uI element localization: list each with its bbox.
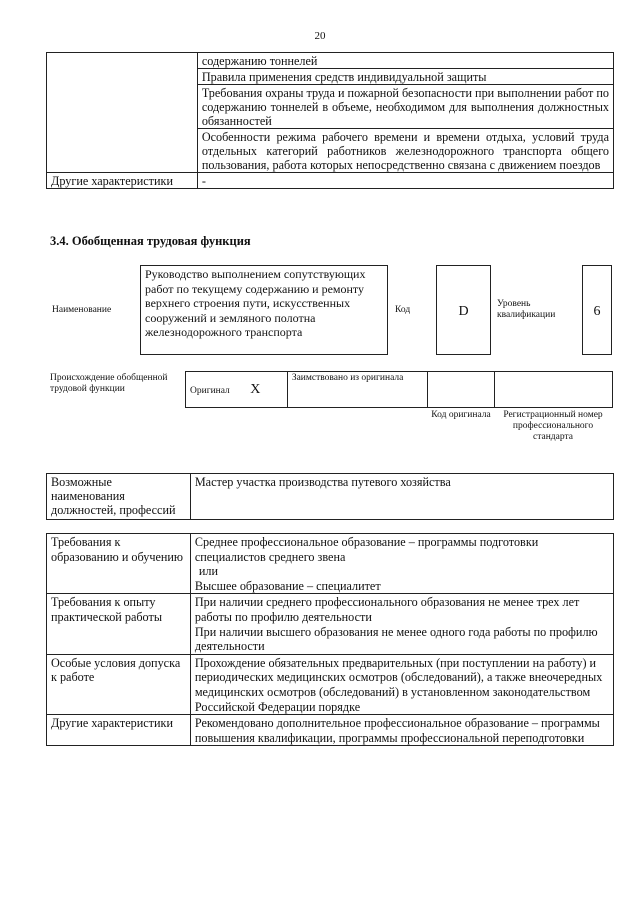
page-number: 20 xyxy=(314,30,326,42)
name-label: Наименование xyxy=(52,305,112,315)
table-row xyxy=(47,173,614,189)
requirement-value xyxy=(190,654,613,714)
level-value: 6 xyxy=(593,304,601,319)
original-mark: X xyxy=(250,381,261,397)
requirement-line: Высшее образование – специалитет xyxy=(194,578,381,593)
code-box xyxy=(436,265,491,355)
table-row xyxy=(47,53,614,69)
requirement-value xyxy=(190,594,613,654)
requirement-line: При наличии среднего профессионального образования не менее трех лет работы по профилю деятельности xyxy=(194,595,580,624)
positions-table xyxy=(46,473,614,520)
requirement-label: Другие характеристики xyxy=(47,715,191,746)
table-row xyxy=(47,715,614,746)
table-row xyxy=(47,534,614,594)
function-name-box xyxy=(140,265,388,355)
section-title: 3.4. Обобщенная трудовая функция xyxy=(50,234,251,248)
level-label: Уровень квалификации xyxy=(497,299,556,320)
requirement-line: Среднее профессиональное образование – программы подготовки специалистов среднего звена xyxy=(194,535,539,564)
registration-cell xyxy=(495,372,613,408)
table-cell-label xyxy=(47,53,198,173)
registration-caption: Регистрационный номер профессионального стандарта xyxy=(503,410,603,442)
table-cell-value: содержанию тоннелей xyxy=(197,53,613,69)
requirement-label: Требования к образованию и обучению xyxy=(47,534,191,594)
table-cell-label: Другие характеристики xyxy=(47,173,198,189)
requirement-value xyxy=(190,534,613,594)
table-cell-value: Правила применения средств индивидуальной защиты xyxy=(197,69,613,85)
origin-table xyxy=(185,371,613,408)
positions-value: Мастер участка производства путевого хозяйства xyxy=(190,474,613,520)
table-row xyxy=(47,654,614,714)
requirement-line: Рекомендовано дополнительное профессиональное образование – программы повышения квалификации, программы профессиональной переподготовки xyxy=(194,716,600,745)
table-cell-value: - xyxy=(197,173,613,189)
level-box xyxy=(582,265,612,355)
code-label: Код xyxy=(395,305,411,315)
requirements-table xyxy=(46,533,614,746)
table-row xyxy=(186,372,613,408)
code-original-caption: Код оригинала xyxy=(431,410,491,420)
table-cell-value: Требования охраны труда и пожарной безопасности при выполнении работ по содержанию тоннелей в объеме, необходимом для выполнения должностных обязанностей xyxy=(197,85,613,129)
code-value: D xyxy=(458,304,469,319)
original-cell xyxy=(186,372,288,408)
function-name: Руководство выполнением сопутствующих работ по текущему содержанию и ремонту верхнего строения пути, искусственных сооружений и земляного полотна железнодорожного транспорта xyxy=(145,267,366,339)
requirement-line: Прохождение обязательных предварительных (при поступлении на работу) и периодических медицинских осмотров (обследований), а также внеочередных медицинских осмотров (обследований) в установленном законодательством Российской Федерации порядке xyxy=(194,655,603,714)
top-characteristics-table xyxy=(46,52,614,189)
positions-label: Возможные наименования должностей, профессий xyxy=(47,474,191,520)
table-row xyxy=(47,594,614,654)
table-row xyxy=(47,474,614,520)
requirement-label: Требования к опыту практической работы xyxy=(47,594,191,654)
requirement-value xyxy=(190,715,613,746)
requirement-line: При наличии высшего образования не менее одного года работы по профилю деятельности xyxy=(194,624,598,654)
original-label: Оригинал xyxy=(190,385,230,396)
code-original-cell xyxy=(427,372,495,408)
borrowed-cell: Заимствовано из оригинала xyxy=(287,372,427,408)
table-cell-value: Особенности режима рабочего времени и времени отдыха, условий труда отдельных категорий работников железнодорожного транспорта общего пользования, работа которых непосредственно связана с движением поездов xyxy=(197,129,613,173)
requirement-label: Особые условия допуска к работе xyxy=(47,654,191,714)
requirement-line: или xyxy=(198,564,218,579)
origin-label: Происхождение обобщенной трудовой функции xyxy=(50,373,168,394)
